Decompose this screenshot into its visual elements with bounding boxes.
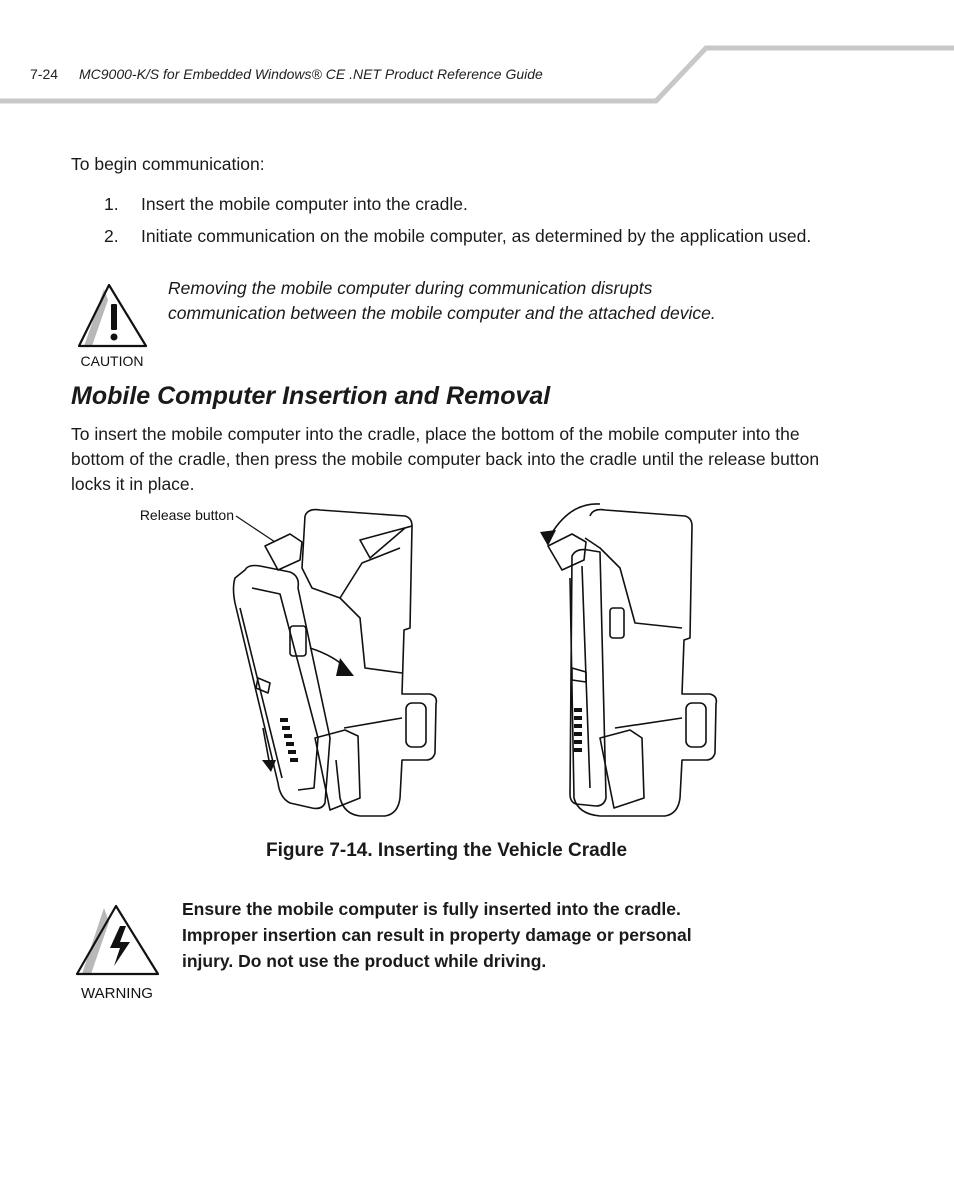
step-number: 1. [104,194,119,214]
warning-text: Ensure the mobile computer is fully inserted into the cradle. Improper insertion can result in property damage or personal injury. Do not use the product while driving. [182,899,692,971]
release-button-callout: Release button [139,507,234,523]
caution-icon [76,282,150,372]
step-number: 2. [104,226,119,246]
warning-icon [74,904,164,1004]
steps-list [104,194,811,258]
step-text: Insert the mobile computer into the cradle. [141,194,468,214]
header-rule [0,0,954,110]
section-heading: Mobile Computer Insertion and Removal [71,382,551,410]
document-title: MC9000-K/S for Embedded Windows® CE .NET Product Reference Guide [79,66,543,82]
page-header [0,0,954,110]
step-text: Initiate communication on the mobile computer, as determined by the application used. [141,226,812,246]
figure-caption: Figure 7-14. Inserting the Vehicle Cradle [266,840,628,861]
list-item [104,226,811,258]
page-number: 7-24 [30,66,59,82]
section-body: To insert the mobile computer into the cradle, place the bottom of the mobile computer into the bottom of the cradle, then press the mobile computer back into the cradle until the release button locks it in place. [71,424,820,494]
warning-label: WARNING [81,985,153,1002]
caution-text: Removing the mobile computer during communication disrupts communication between the mobile computer and the attached device. [168,278,716,323]
intro-text: To begin communication: [71,154,265,174]
list-item [104,194,811,226]
caution-label: CAUTION [80,353,144,369]
cradle-illustration [130,498,730,828]
